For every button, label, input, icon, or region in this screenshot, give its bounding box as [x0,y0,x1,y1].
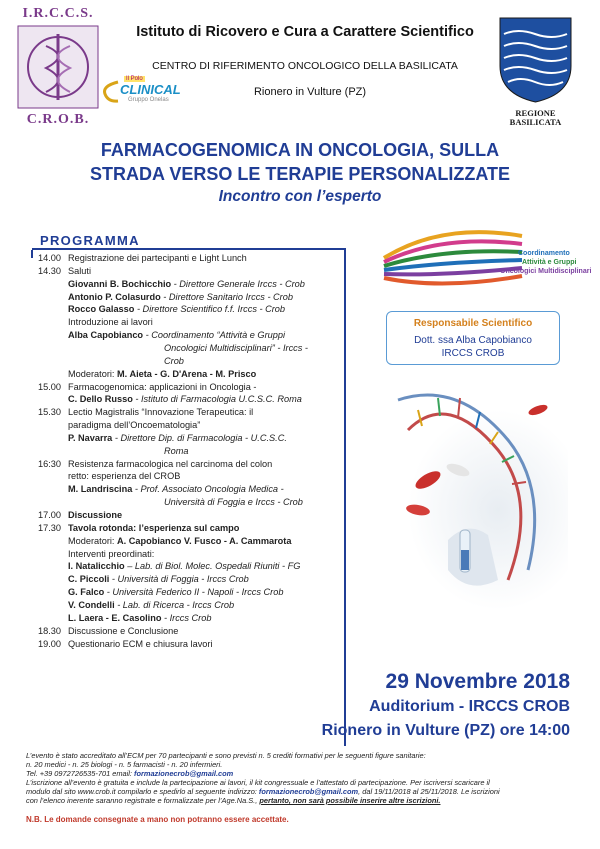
programma-row [38,253,247,264]
coordinamento-logo [382,218,592,298]
programma-a: Interventi preordinati: [68,548,155,559]
programma-a: Questionario ECM e chiusura lavori [68,638,213,649]
programma-b: Rocco Galasso [68,304,135,315]
event-venue: Auditorium - IRCCS CROB [369,698,570,715]
programma-row [68,420,200,431]
programma-a: Registrazione dei partecipanti e Light Lunch [68,253,247,263]
programma-b: G. Falco [68,587,105,598]
programma-row [68,561,300,572]
programma-b: Tavola rotonda: l’esperienza sul campo [68,522,240,533]
footer-contact: Tel. +39 0972726535-701 email: [26,769,135,778]
programma-b: C. Piccoli [68,574,110,585]
coord-label-2: Attività e Gruppi [522,259,577,266]
programma-row [68,279,305,290]
regione-label-1: REGIONE [515,108,556,118]
programma-row [164,446,189,457]
programma-row [68,613,211,624]
programma-a: Resistenza farmacologica nel carcinoma del colon [68,458,273,469]
programma-a: Moderatori: [68,368,118,379]
responsabile-name: Dott. ssa Alba Capobianco [414,335,532,346]
programma-c2: Oncologici Multidisciplinari” - Irccs - [164,342,308,353]
programma-row [68,330,285,341]
clinical-logo [102,78,186,108]
footer-line-4: L’iscrizione all’evento è gratuita e include la partecipazione ai lavori, il kit congressuale e l’attestato di partecipazione. Per iscriversi scaricare il [26,778,490,787]
programma-b: V. Condelli [68,599,115,610]
programma-c2: Roma [164,445,189,456]
event-place-time: Rionero in Vulture (PZ) ore 14:00 [321,722,570,739]
programma-row [38,522,240,534]
logo-bottom-text: C.R.O.B. [26,112,90,127]
programma-c: - Università di Foggia - Irccs Crob [109,574,249,585]
programma-row [38,510,123,521]
caduceus-icon [16,24,100,110]
logo-top-text: I.R.C.C.S. [22,6,94,21]
programma-b: P. Navarra [68,432,113,443]
programma-c2: Università di Foggia e Irccs - Crob [164,497,303,508]
programma-row [38,381,257,393]
programma-a: retto: esperienza del CROB [68,471,181,482]
clinical-swoosh-icon [102,80,120,104]
clinical-main-text: CLINICAL [120,82,181,97]
programma-c2: Crob [164,355,184,366]
programma-row [68,587,283,598]
center-name: CENTRO DI RIFERIMENTO ONCOLOGICO DELLA BASILICATA [152,60,458,72]
programma-c: - Università Federico II - Napoli - Irccs Crob [104,587,284,598]
programma-a: Farmacogenomica: applicazioni in Oncologia - [68,381,257,392]
programma-time: 17.00 [38,510,61,520]
programma-heading: PROGRAMMA [40,233,140,248]
programma-row [68,317,153,328]
programma-row [164,356,184,367]
footer-l5c: , dal 19/11/2018 al 25/11/2018. Le iscrizioni [358,787,500,796]
programma-row [68,549,154,560]
programma-time: 18.30 [38,625,61,636]
irccs-crob-logo [8,6,108,128]
programma-b: Alba Capobianco [68,330,144,341]
programma-row [68,369,256,380]
programma-row [68,600,234,611]
programma-c: - Irccs Crob [161,612,212,623]
programma-time: 17.30 [38,522,61,533]
event-date: 29 Novembre 2018 [385,670,570,693]
programma-c: - Lab. di Ricerca - Irccs Crob [114,599,235,610]
programma-b: L. Laera - E. Casolino [68,612,162,623]
footer-line-2: n. 20 medici - n. 25 biologi - n. 5 farmacisti - n. 20 infermieri. [26,760,223,769]
programma-time: 14.00 [38,253,61,263]
programma-row [68,304,285,315]
footer-email-link[interactable]: formazionecrob@gmail.com [134,769,234,778]
coord-label-3: Oncologici Multidisciplinari [500,268,592,275]
programma-row [68,433,287,444]
regione-shield-icon [488,14,583,106]
programma-row [68,484,284,495]
programma-c: - Direttore Scientifico f.f. Irccs - Crob [134,304,285,315]
responsabile-title: Responsabile Scientifico [413,318,533,329]
programma-row [164,343,308,354]
programma-a: Discussione e Conclusione [68,625,179,636]
title-line-1: FARMACOGENOMICA IN ONCOLOGIA, SULLA [100,140,500,160]
programma-time: 15.30 [38,407,61,418]
programma-c: – Lab. di Biol. Molec. Ospedali Riuniti - FG [124,561,301,572]
programma-a: paradigma dell’Oncoematologia” [68,420,201,431]
programma-row [38,638,213,650]
programma-row [38,625,179,637]
programma-row [38,458,273,470]
programma-b: M. Aieta - G. D'Arena - M. Prisco [117,368,257,379]
programma-b: M. Landriscina [68,484,133,495]
regione-label-2: BASILICATA [509,117,562,127]
location-text: Rionero in Vulture (PZ) [253,86,367,98]
programma-b: C. Dello Russo [68,394,133,405]
programma-row [68,574,249,585]
dna-helix-icon [388,370,568,610]
programma-b: Antonio P. Colasurdo [68,291,161,302]
regione-basilicata-logo [488,14,583,129]
programma-row [38,265,91,277]
programma-time: 14.30 [38,265,61,276]
programma-time: 16:30 [38,458,61,469]
coordinamento-rays-icon [382,218,582,298]
clinical-sub-text: Gruppo Onelas [128,97,169,103]
programma-a: Introduzione ai lavori [68,317,153,328]
programma-row [68,536,291,547]
footer-email-link-2[interactable]: formazionecrob@gmail.com [258,787,359,796]
programma-row [164,497,303,508]
programma-row [68,394,302,405]
subtitle: Incontro con l’esperto [218,188,382,205]
footer-l6a: con l’elenco inerente saranno registrate e formalizzate per l’Age.Na.S., [26,796,260,805]
programma-c: - Direttore Sanitario Irccs - Crob [160,291,293,302]
programma-b: A. Capobianco V. Fusco - A. Cammarota [117,535,292,546]
programma-a: Lectio Magistralis “Innovazione Terapeutica: il [68,407,254,418]
coord-label-1: Coordinamento [518,250,570,257]
clinical-top-text: Il Polo [126,76,143,82]
programma-row [68,471,180,482]
footer-l5a: modulo dal sito www.crob.it compilarlo e spedirlo al seguente indirizzo: [26,787,259,796]
programma-c: - Prof. Associato Oncologia Medica - [132,484,284,495]
programma-row [38,407,254,418]
programma-b: I. Natalicchio [68,561,125,572]
programma-c: - Istituto di Farmacologia U.C.S.C. Roma [132,394,302,405]
programma-time: 19.00 [38,638,61,649]
programma-c: - Coordinamento “Attività e Gruppi [143,330,286,341]
title-line-2: STRADA VERSO LE TERAPIE PERSONALIZZATE [89,164,511,184]
programma-row [68,292,293,303]
programma-c: - Direttore Generale Irccs - Crob [171,278,305,289]
footer-notice: N.B. Le domande consegnate a mano non potranno essere accettate. [26,815,289,824]
programma-a: Moderatori: [68,535,118,546]
programma-time: 15.00 [38,381,61,392]
programma-b: Giovanni B. Bochicchio [68,278,172,289]
programma-a: Saluti [68,265,91,276]
responsabile-org: IRCCS CROB [441,348,505,359]
dna-illustration [388,370,568,610]
footer-line-6 [26,797,440,806]
footer-line-1: L’evento è stato accreditato all’ECM per 70 partecipanti e sono previsti n. 5 crediti formativi per le seguenti figure sanitarie: [26,751,426,760]
programma-c: - Direttore Dip. di Farmacologia - U.C.S.C. [112,432,287,443]
programma-b: Discussione [68,510,123,520]
footer-l6b: pertanto, non sarà possibile inserire altre iscrizioni. [259,796,441,805]
institute-name: Istituto di Ricovero e Cura a Carattere Scientifico [136,24,474,40]
